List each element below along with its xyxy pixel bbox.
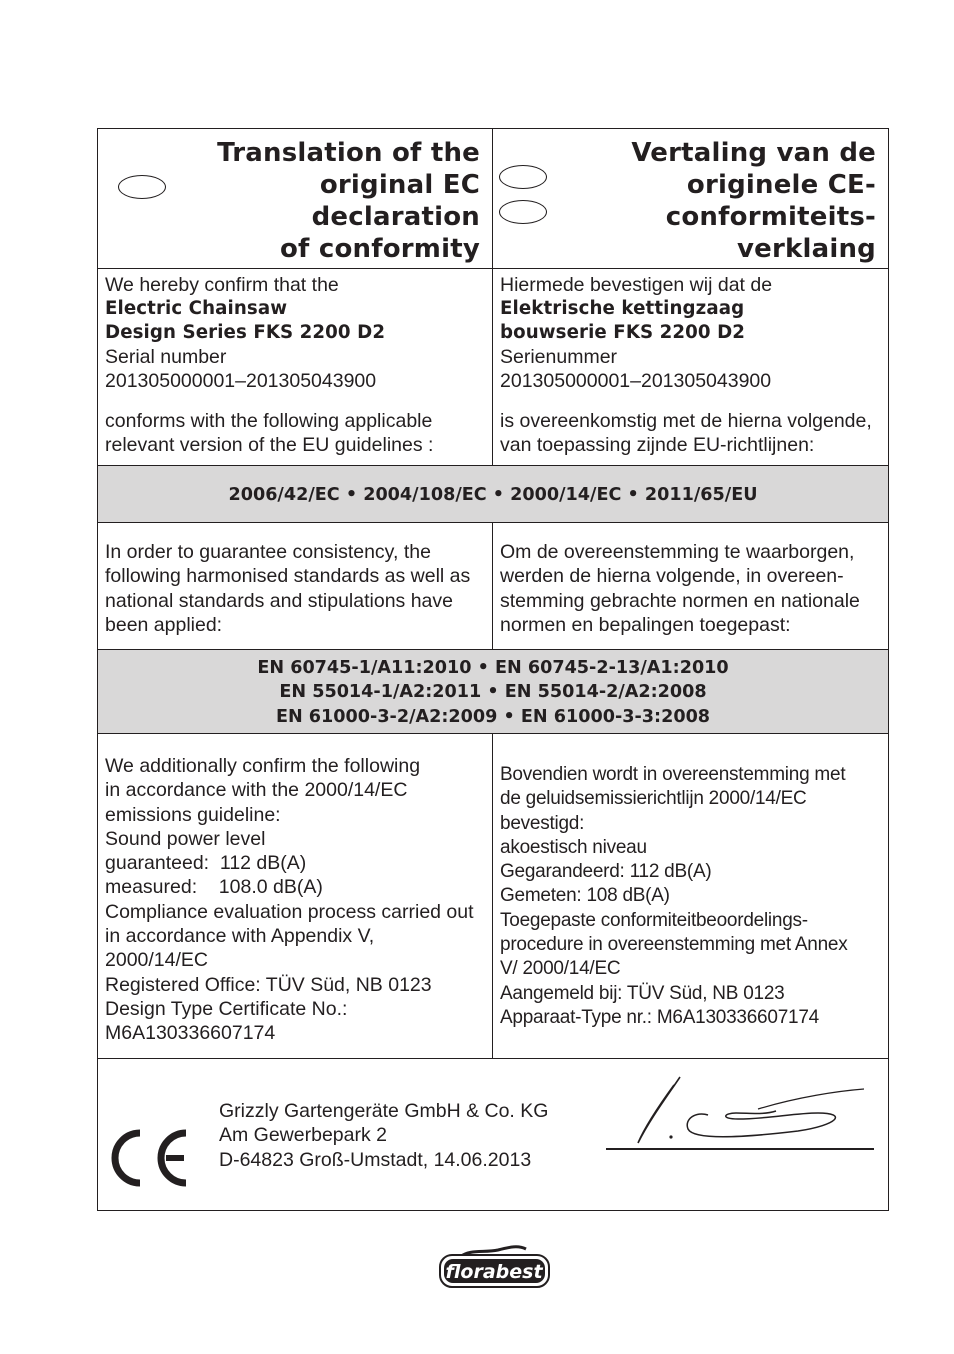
standards-row	[98, 650, 888, 734]
directives-list: 2006/42/EC • 2004/108/EC • 2000/14/EC • 2011/65/EU	[228, 485, 758, 505]
header-cell-en	[98, 129, 493, 268]
signature-line	[606, 1148, 874, 1150]
header-cell-nl	[493, 129, 888, 268]
product-name-nl: Elektrische kettingzaag	[500, 298, 745, 319]
standards-intro-nl: Om de overeenstemming te waarborgen, werden de hierna volgende, in overeen- stemming gebrachte normen en nationale normen en bepalingen toegepast:	[500, 541, 860, 636]
title-nl: Vertaling van de originele CE- conformiteits- verklaing	[631, 138, 876, 264]
product-cell-en	[98, 269, 493, 465]
ce-mark-icon	[106, 1126, 190, 1190]
emissions-cell-nl	[493, 734, 888, 1058]
emissions-text-en: We additionally confirm the following in accordance with the 2000/14/EC emissions guideline: Sound power level guaranteed: 112 dB(A) measured: 108.0 dB(A) Compliance evaluation process carried out in accordance with Appendix V, 2000/14/EC Registered Office: TÜV Süd, NB 0123 Design Type Certificate No.: M6A130336607174	[105, 755, 474, 1045]
product-intro-nl: Hiermede bevestigen wij dat de	[500, 274, 773, 296]
serial-number-en: Serial number 201305000001–201305043900	[105, 346, 377, 393]
language-code-oval	[499, 165, 547, 189]
emissions-cell-en	[98, 734, 493, 1058]
conforms-text-en: conforms with the following applicable relevant version of the EU guidelines :	[105, 410, 434, 457]
header-row	[98, 129, 888, 269]
emissions-text-nl: Bovendien wordt in overeenstemming met de geluidsemissierichtlijn 2000/14/EC bevestigd: akoestisch niveau Gegarandeerd: 112 dB(A) Gemeten: 108 dB(A) Toegepaste conformiteitbeoordelings- procedure in overeenstemming met Annex V/ 2000/14/EC Aangemeld bij: TÜV Süd, NB 0123 Apparaat-Type nr.: M6A130336607174	[500, 764, 848, 1028]
standards-intro-cell-nl	[493, 523, 888, 649]
standards-intro-row	[98, 523, 888, 650]
directives-row	[98, 466, 888, 523]
conforms-text-nl: is overeenkomstig met de hierna volgende, van toepassing zijnde EU-richtlijnen:	[500, 410, 872, 457]
product-name-en: Electric Chainsaw	[105, 298, 288, 319]
standards-intro-en: In order to guarantee consistency, the following harmonised standards as well as national standards and stipulations have been applied:	[105, 541, 471, 636]
signature-row	[98, 1059, 888, 1210]
serial-number-nl: Serienummer 201305000001–201305043900	[500, 346, 772, 393]
product-row	[98, 269, 888, 466]
language-code-oval	[499, 200, 547, 224]
product-series-en: Design Series FKS 2200 D2	[105, 322, 386, 343]
declaration-table	[97, 128, 889, 1211]
standards-intro-cell-en	[98, 523, 493, 649]
signature-image	[598, 1067, 888, 1147]
product-cell-nl	[493, 269, 888, 465]
standards-list: EN 60745-1/A11:2010 • EN 60745-2-13/A1:2010 EN 55014-1/A2:2011 • EN 55014-2/A2:2008 EN 61000-3-2/A2:2009 • EN 61000-3-3:2008	[257, 658, 729, 727]
manufacturer-address: Grizzly Gartengeräte GmbH & Co. KG Am Gewerbepark 2 D-64823 Groß-Umstadt, 14.06.2013	[219, 1100, 549, 1171]
brand-name: florabest	[445, 1261, 543, 1283]
florabest-logo	[438, 1243, 551, 1291]
product-intro-en: We hereby confirm that the	[105, 274, 339, 296]
product-series-nl: bouwserie FKS 2200 D2	[500, 322, 746, 343]
title-en: Translation of the original EC declaration of conformity	[217, 138, 480, 264]
emissions-row	[98, 734, 888, 1059]
language-code-oval	[118, 175, 166, 199]
